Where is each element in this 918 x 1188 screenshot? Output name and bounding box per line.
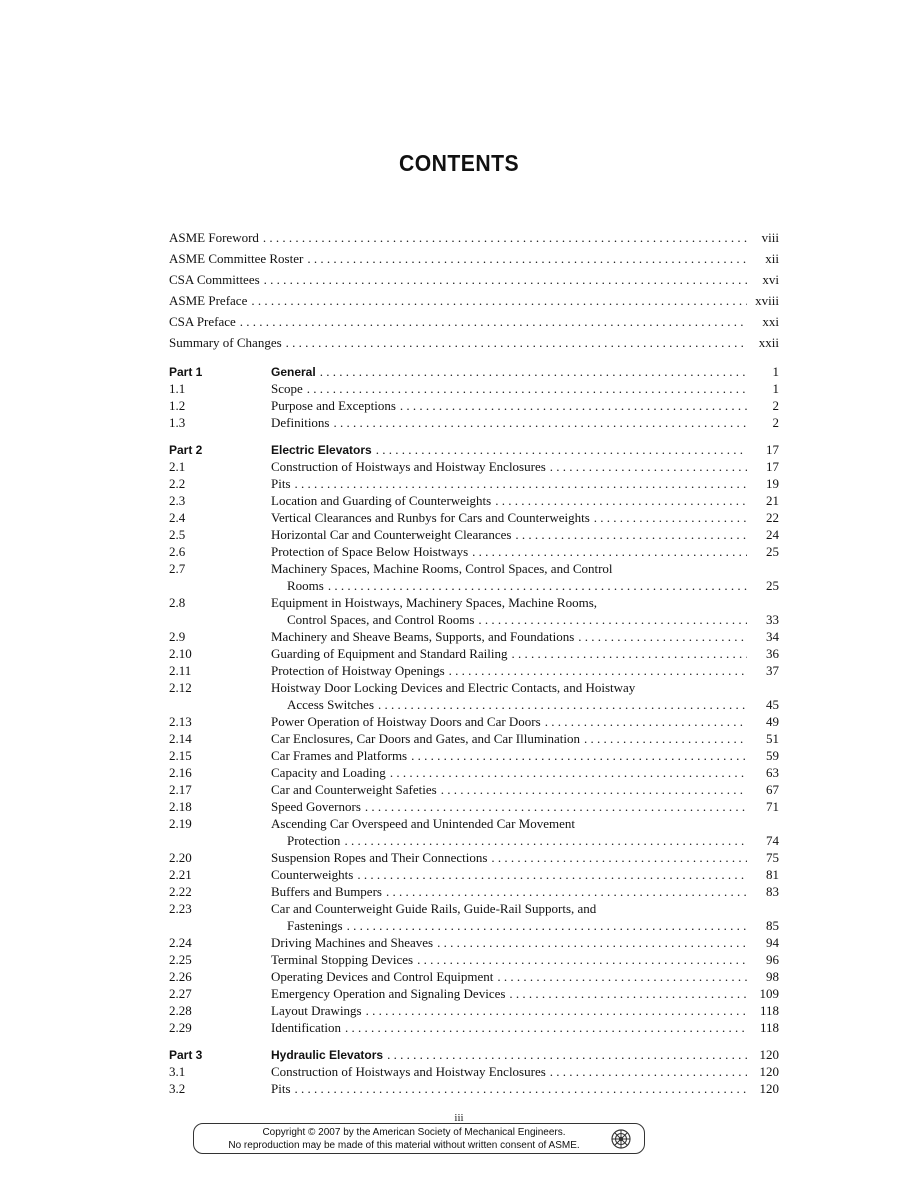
- entry-page: 25: [766, 544, 779, 559]
- dot-leader: [345, 1019, 747, 1036]
- entry-title: Speed Governors: [271, 799, 361, 814]
- dot-leader: [578, 628, 747, 645]
- section-number: 3.2: [169, 1081, 186, 1096]
- entry-page: 33: [766, 612, 779, 627]
- toc-entry[interactable]: [169, 1002, 779, 1019]
- toc-part: [169, 441, 779, 1036]
- entry-page: 75: [766, 850, 779, 865]
- toc-entry[interactable]: [169, 594, 779, 628]
- section-number: 2.2: [169, 476, 186, 491]
- entry-page: 81: [766, 867, 779, 882]
- dot-leader: [295, 1080, 747, 1097]
- entry-page: 21: [766, 493, 779, 508]
- section-number: 2.21: [169, 867, 192, 882]
- entry-page: xviii: [755, 293, 779, 308]
- entry-page: 96: [766, 952, 779, 967]
- entry-title: ASME Foreword: [169, 230, 259, 245]
- entry-title: Buffers and Bumpers: [271, 884, 382, 899]
- entry-title: Machinery and Sheave Beams, Supports, and Foundations: [271, 629, 575, 644]
- entry-continuation: [169, 917, 779, 934]
- dot-leader: [511, 645, 747, 662]
- dot-leader: [550, 1063, 747, 1080]
- entry-page: 120: [759, 1081, 779, 1096]
- entry-title: Summary of Changes: [169, 335, 282, 350]
- entry-title: Driving Machines and Sheaves: [271, 935, 434, 950]
- dot-leader: [378, 696, 747, 713]
- toc-part: [169, 1046, 779, 1097]
- entry-title: Operating Devices and Control Equipment: [271, 969, 494, 984]
- entry-page: 1: [772, 364, 779, 379]
- toc-entry[interactable]: [169, 866, 779, 883]
- dot-leader: [411, 747, 747, 764]
- entry-title: Guarding of Equipment and Standard Railing: [271, 646, 508, 661]
- entry-page: 25: [766, 578, 779, 593]
- entry-title-continued: Fastenings: [287, 918, 343, 933]
- section-number: 2.23: [169, 901, 192, 916]
- dot-leader: [344, 832, 747, 849]
- entry-title: Equipment in Hoistways, Machinery Spaces, Machine Rooms,: [271, 595, 598, 610]
- entry-page: 120: [759, 1064, 779, 1079]
- toc-entry[interactable]: [169, 397, 779, 414]
- toc-entry[interactable]: [169, 458, 779, 475]
- dot-leader: [320, 363, 747, 380]
- toc-entry[interactable]: [169, 543, 779, 560]
- toc-entry[interactable]: [169, 764, 779, 781]
- dot-leader: [472, 543, 747, 560]
- table-of-contents: [169, 227, 779, 1097]
- toc-entry[interactable]: [169, 900, 779, 934]
- toc-entry[interactable]: [169, 414, 779, 431]
- dot-leader: [594, 509, 747, 526]
- entry-title: Construction of Hoistways and Hoistway Enclosures: [271, 459, 546, 474]
- entry-title: Car Enclosures, Car Doors and Gates, and Car Illumination: [271, 731, 581, 746]
- entry-title: Suspension Ropes and Their Connections: [271, 850, 488, 865]
- entry-title: CSA Committees: [169, 272, 260, 287]
- dot-leader: [449, 662, 747, 679]
- toc-entry[interactable]: [169, 492, 779, 509]
- toc-entry[interactable]: [169, 747, 779, 764]
- entry-title-continued: Control Spaces, and Control Rooms: [287, 612, 475, 627]
- dot-leader: [307, 380, 747, 397]
- section-number: 1.2: [169, 398, 186, 413]
- dot-leader: [334, 414, 748, 431]
- entry-page: 109: [759, 986, 779, 1001]
- toc-entry[interactable]: [169, 526, 779, 543]
- entry-first-line: [169, 594, 779, 611]
- part-heading[interactable]: [169, 1046, 779, 1063]
- entry-title: Protection of Space Below Hoistways: [271, 544, 469, 559]
- section-number: 2.1: [169, 459, 186, 474]
- copyright-line-1: Copyright © 2007 by the American Society of Mechanical Engineers.: [262, 1127, 566, 1138]
- entry-page: 98: [766, 969, 779, 984]
- toc-entry[interactable]: [169, 951, 779, 968]
- section-number: 2.15: [169, 748, 192, 763]
- toc-entry[interactable]: [169, 849, 779, 866]
- dot-leader: [286, 332, 747, 353]
- page-number: iii: [454, 1112, 464, 1124]
- entry-first-line: [169, 815, 779, 832]
- entry-first-line: [169, 900, 779, 917]
- section-number: 2.4: [169, 510, 186, 525]
- parts-list: [169, 363, 779, 1097]
- section-number: 2.13: [169, 714, 192, 729]
- part-number: Part 1: [169, 365, 203, 379]
- section-number: 2.28: [169, 1003, 192, 1018]
- section-number: 2.3: [169, 493, 186, 508]
- entry-title: ASME Preface: [169, 293, 248, 308]
- section-number: 2.8: [169, 595, 186, 610]
- entry-page: 19: [766, 476, 779, 491]
- entry-page: 37: [766, 663, 779, 678]
- part-heading[interactable]: [169, 441, 779, 458]
- toc-entry[interactable]: [169, 1063, 779, 1080]
- entry-page: 1: [772, 381, 779, 396]
- entry-title: CSA Preface: [169, 314, 236, 329]
- toc-entry[interactable]: [169, 968, 779, 985]
- toc-entry[interactable]: [169, 269, 779, 290]
- entry-title: Vertical Clearances and Runbys for Cars and Counterweights: [271, 510, 590, 525]
- entry-title: Machinery Spaces, Machine Rooms, Control Spaces, and Control: [271, 561, 613, 576]
- toc-entry[interactable]: [169, 380, 779, 397]
- entry-page: xxi: [762, 314, 779, 329]
- entry-page: 2: [772, 415, 779, 430]
- toc-entry[interactable]: [169, 332, 779, 353]
- dot-leader: [550, 458, 747, 475]
- entry-title-continued: Rooms: [287, 578, 324, 593]
- section-number: 1.1: [169, 381, 186, 396]
- entry-page: 71: [766, 799, 779, 814]
- entry-page: 120: [759, 1047, 779, 1062]
- page-title: CONTENTS: [398, 150, 520, 176]
- part-heading[interactable]: [169, 363, 779, 380]
- entry-title: Car Frames and Platforms: [271, 748, 408, 763]
- entry-page: 118: [759, 1020, 779, 1035]
- section-number: 2.24: [169, 935, 192, 950]
- section-number: 2.10: [169, 646, 192, 661]
- toc-entry[interactable]: [169, 227, 779, 248]
- entry-continuation: [169, 696, 779, 713]
- entry-title: Layout Drawings: [271, 1003, 362, 1018]
- dot-leader: [264, 269, 747, 290]
- entry-page: 67: [766, 782, 779, 797]
- dot-leader: [495, 492, 747, 509]
- entry-first-line: [169, 560, 779, 577]
- entry-title: Emergency Operation and Signaling Devices: [271, 986, 506, 1001]
- section-number: 2.22: [169, 884, 192, 899]
- toc-entry[interactable]: [169, 730, 779, 747]
- dot-leader: [386, 883, 747, 900]
- section-number: 2.5: [169, 527, 186, 542]
- entry-page: 85: [766, 918, 779, 933]
- entry-title: Horizontal Car and Counterweight Clearances: [271, 527, 512, 542]
- copyright-notice: [193, 1123, 645, 1154]
- entry-page: 22: [766, 510, 779, 525]
- entry-continuation: [169, 832, 779, 849]
- toc-entry[interactable]: [169, 1080, 779, 1097]
- part-title: Electric Elevators: [271, 443, 372, 457]
- entry-page: 34: [766, 629, 779, 644]
- toc-entry[interactable]: [169, 662, 779, 679]
- entry-page: 49: [766, 714, 779, 729]
- entry-page: 83: [766, 884, 779, 899]
- entry-page: 51: [766, 731, 779, 746]
- dot-leader: [251, 290, 747, 311]
- section-number: 2.11: [169, 663, 192, 678]
- section-number: 1.3: [169, 415, 186, 430]
- toc-entry[interactable]: [169, 883, 779, 900]
- entry-page: viii: [761, 230, 779, 245]
- toc-entry[interactable]: [169, 645, 779, 662]
- entry-page: 94: [766, 935, 779, 950]
- toc-part: [169, 363, 779, 431]
- entry-page: 2: [772, 398, 779, 413]
- section-number: 2.7: [169, 561, 186, 576]
- entry-page: xii: [765, 251, 779, 266]
- toc-entry[interactable]: [169, 560, 779, 594]
- entry-page: 59: [766, 748, 779, 763]
- entry-title: Construction of Hoistways and Hoistway Enclosures: [271, 1064, 546, 1079]
- section-number: 2.17: [169, 782, 192, 797]
- dot-leader: [357, 866, 747, 883]
- dot-leader: [387, 1046, 747, 1063]
- section-number: 2.6: [169, 544, 186, 559]
- entry-title: Power Operation of Hoistway Doors and Car Doors: [271, 714, 541, 729]
- part-number: Part 2: [169, 443, 203, 457]
- toc-entry[interactable]: [169, 679, 779, 713]
- toc-entry[interactable]: [169, 985, 779, 1002]
- entry-title: Car and Counterweight Safeties: [271, 782, 437, 797]
- toc-entry[interactable]: [169, 311, 779, 332]
- entry-title: Pits: [271, 476, 291, 491]
- dot-leader: [441, 781, 747, 798]
- dot-leader: [545, 713, 747, 730]
- entry-title: Scope: [271, 381, 303, 396]
- dot-leader: [515, 526, 747, 543]
- dot-leader: [509, 985, 747, 1002]
- entry-page: 17: [766, 442, 779, 457]
- section-number: 2.9: [169, 629, 186, 644]
- toc-entry[interactable]: [169, 815, 779, 849]
- section-number: 2.26: [169, 969, 192, 984]
- section-number: 2.27: [169, 986, 192, 1001]
- entry-title: Location and Guarding of Counterweights: [271, 493, 492, 508]
- entry-page: 17: [766, 459, 779, 474]
- entry-first-line: [169, 679, 779, 696]
- dot-leader: [417, 951, 747, 968]
- entry-title-continued: Access Switches: [287, 697, 375, 712]
- entry-page: 118: [759, 1003, 779, 1018]
- entry-title: ASME Committee Roster: [169, 251, 304, 266]
- dot-leader: [307, 248, 747, 269]
- entry-page: 63: [766, 765, 779, 780]
- part-title: Hydraulic Elevators: [271, 1048, 384, 1062]
- dot-leader: [584, 730, 747, 747]
- entry-page: 36: [766, 646, 779, 661]
- section-number: 2.19: [169, 816, 192, 831]
- toc-entry[interactable]: [169, 290, 779, 311]
- section-number: 2.25: [169, 952, 192, 967]
- toc-entry[interactable]: [169, 1019, 779, 1036]
- front-matter-list: [169, 227, 779, 353]
- dot-leader: [376, 441, 747, 458]
- dot-leader: [478, 611, 747, 628]
- toc-entry[interactable]: [169, 248, 779, 269]
- dot-leader: [263, 227, 747, 248]
- entry-title-continued: Protection: [287, 833, 341, 848]
- dot-leader: [328, 577, 747, 594]
- toc-entry[interactable]: [169, 628, 779, 645]
- entry-page: 24: [766, 527, 779, 542]
- copyright-line-2: No reproduction may be made of this material without written consent of ASME.: [228, 1140, 580, 1151]
- entry-continuation: [169, 577, 779, 594]
- dot-leader: [295, 475, 747, 492]
- entry-title: Hoistway Door Locking Devices and Electric Contacts, and Hoistway: [271, 680, 636, 695]
- dot-leader: [491, 849, 747, 866]
- toc-entry[interactable]: [169, 713, 779, 730]
- section-number: 2.18: [169, 799, 192, 814]
- dot-leader: [365, 798, 747, 815]
- section-number: 2.14: [169, 731, 192, 746]
- section-number: 3.1: [169, 1064, 186, 1079]
- entry-title: Definitions: [271, 415, 330, 430]
- dot-leader: [347, 917, 747, 934]
- entry-title: Terminal Stopping Devices: [271, 952, 414, 967]
- entry-title: Capacity and Loading: [271, 765, 386, 780]
- entry-title: Purpose and Exceptions: [271, 398, 396, 413]
- dot-leader: [497, 968, 747, 985]
- toc-entry[interactable]: [169, 781, 779, 798]
- toc-entry[interactable]: [169, 934, 779, 951]
- toc-entry[interactable]: [169, 509, 779, 526]
- part-number: Part 3: [169, 1048, 203, 1062]
- section-number: 2.12: [169, 680, 192, 695]
- entry-page: 74: [766, 833, 779, 848]
- dot-leader: [400, 397, 747, 414]
- toc-entry[interactable]: [169, 798, 779, 815]
- dot-leader: [390, 764, 747, 781]
- asme-logo-icon: [610, 1128, 632, 1150]
- entry-title: Ascending Car Overspeed and Unintended Car Movement: [271, 816, 575, 831]
- entry-title: Identification: [271, 1020, 342, 1035]
- toc-entry[interactable]: [169, 475, 779, 492]
- section-number: 2.20: [169, 850, 192, 865]
- section-number: 2.29: [169, 1020, 192, 1035]
- entry-title: Protection of Hoistway Openings: [271, 663, 445, 678]
- entry-page: xxii: [758, 335, 779, 350]
- dot-leader: [437, 934, 747, 951]
- entry-page: 45: [766, 697, 779, 712]
- entry-title: Pits: [271, 1081, 291, 1096]
- dot-leader: [366, 1002, 747, 1019]
- dot-leader: [240, 311, 747, 332]
- entry-page: xvi: [762, 272, 779, 287]
- entry-title: Car and Counterweight Guide Rails, Guide-Rail Supports, and: [271, 901, 597, 916]
- section-number: 2.16: [169, 765, 192, 780]
- part-title: General: [271, 365, 316, 379]
- entry-continuation: [169, 611, 779, 628]
- entry-title: Counterweights: [271, 867, 354, 882]
